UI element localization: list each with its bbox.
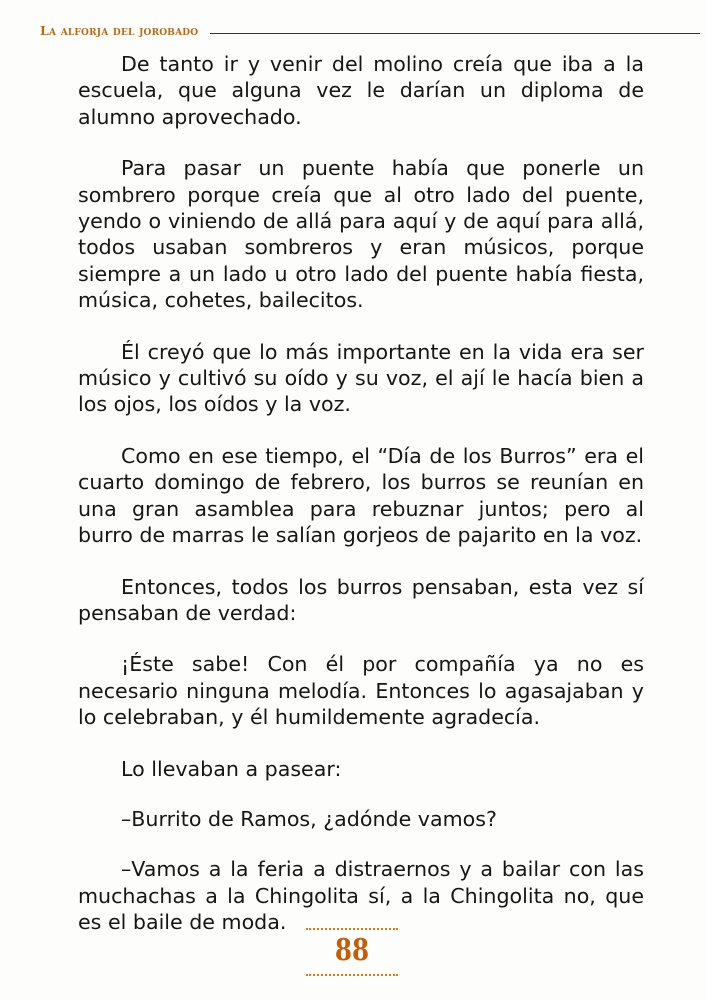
- dialogue-line: –Vamos a la feria a distraernos y a bailar con las muchachas a la Chingolita sí, a la Chingolita no, que es el baile de moda.: [78, 857, 644, 935]
- page-number: 88: [334, 933, 370, 968]
- body-text: [78, 51, 644, 961]
- dialogue-line: –Burrito de Ramos, ¿adónde vamos?: [121, 806, 497, 831]
- paragraph: Él creyó que lo más importante en la vida era ser músico y cultivó su oído y su voz, el ají le hacía bien a los ojos, los oídos y la voz.: [78, 339, 644, 417]
- paragraph: ¡Éste sabe! Con él por compañía ya no es necesario ninguna melodía. Entonces lo agasajaban y lo celebraban, y él humildemente agradecía.: [78, 652, 644, 730]
- paragraph: Para pasar un puente había que ponerle un sombrero porque creía que al otro lado del puente, yendo o viniendo de allá para aquí y de aquí para allá, todos usaban sombreros y eran músicos, porque siempre a un lado u otro lado del puente había fiesta, música, cohetes, bailecitos.: [78, 156, 644, 313]
- folio-rule-top: [306, 928, 398, 930]
- paragraph: De tanto ir y venir del molino creía que iba a la escuela, que alguna vez le darían un diploma de alumno aprovechado.: [78, 52, 644, 129]
- running-title: La alforja del jorobado: [40, 23, 199, 38]
- paragraph: Como en ese tiempo, el “Día de los Burros” era el cuarto domingo de febrero, los burros se reunían en una gran asamblea para rebuznar juntos; pero al burro de marras le salían gorjeos de pajarito en la voz.: [78, 443, 644, 548]
- folio-rule-bottom: [306, 974, 398, 976]
- paragraph: Lo llevaban a pasear:: [121, 756, 342, 781]
- header-rule: [210, 33, 700, 34]
- paragraph: Entonces, todos los burros pensaban, esta vez sí pensaban de verdad:: [78, 574, 644, 625]
- running-header: [40, 14, 700, 38]
- page-number-block: [306, 926, 398, 978]
